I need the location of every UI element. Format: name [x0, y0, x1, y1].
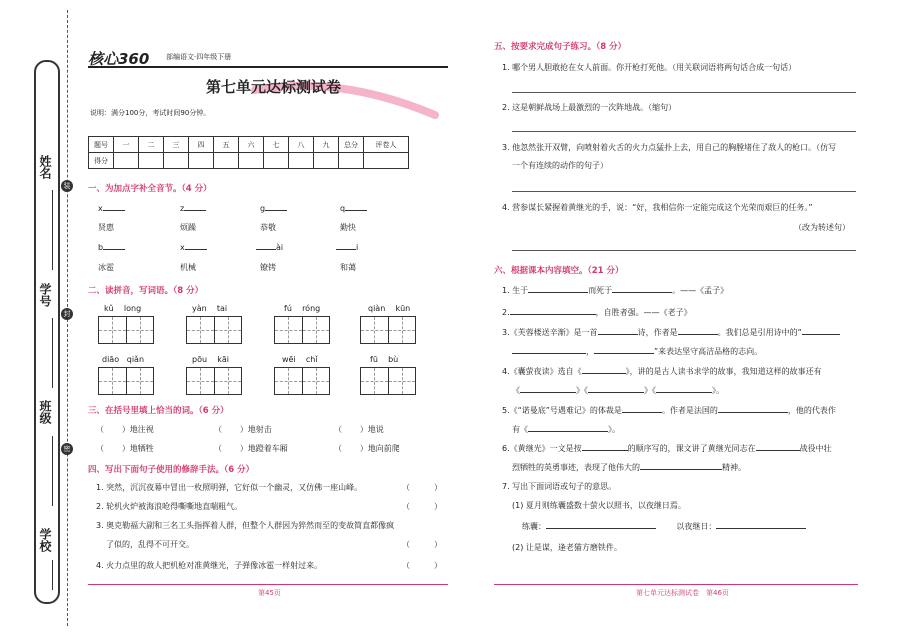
exam-note: 说明：满分100分，考试时间90分钟。: [90, 109, 211, 117]
pinyin-final: ài: [276, 243, 284, 252]
answer-line[interactable]: [512, 250, 856, 251]
class-field[interactable]: [52, 436, 53, 506]
sentence: 了似的，乱得不可开交。: [106, 540, 194, 549]
blank[interactable]: [546, 528, 656, 529]
header-underline: [88, 66, 448, 68]
fill-item[interactable]: （ ）地蹬着车厢: [214, 444, 288, 453]
pinyin-blank[interactable]: [98, 204, 125, 213]
pinyin-initial: x: [180, 243, 185, 252]
score-table-header-row: [89, 137, 409, 153]
score-input[interactable]: [364, 153, 409, 169]
pinyin-initial: z: [180, 204, 185, 213]
score-input[interactable]: [139, 153, 164, 169]
binding-mark-2: 封: [61, 308, 73, 320]
fill-line: 2. ，自胜者强。——《老子》: [502, 308, 692, 317]
score-cell: 得分: [89, 153, 114, 169]
logo: 核心360: [88, 50, 150, 68]
score-table: [88, 136, 409, 169]
answer-line[interactable]: [512, 131, 856, 132]
score-cell: 三: [164, 137, 189, 153]
score-input[interactable]: [164, 153, 189, 169]
fill-line: 练囊： 以夜继日：: [522, 521, 806, 532]
pinyin-label: kǔ long: [104, 304, 142, 313]
blank[interactable]: [656, 392, 712, 393]
sentence: 1. 突然，沉沉夜幕中冒出一枚照明弹，它好似一个幽灵，又仿佛一座山峰。: [96, 483, 363, 492]
blank[interactable]: [678, 334, 718, 335]
blank[interactable]: [510, 314, 596, 315]
sentence: 1. 哪个男人胆敢抢在女人前面。你开枪打死他。（用关联词语将两句话合成一句话）: [502, 63, 797, 72]
score-cell: 四: [189, 137, 214, 153]
binding-mark-1: 装: [61, 180, 73, 192]
score-input[interactable]: [264, 153, 289, 169]
score-cell: 二: [139, 137, 164, 153]
blank[interactable]: [582, 373, 626, 374]
section-1-title: 一、为加点字补全音节。（4 分）: [88, 184, 212, 194]
student-id-label: 学号: [38, 283, 52, 307]
instruction: （改为转述句）: [794, 223, 850, 232]
score-table-score-row: [89, 153, 409, 169]
blank[interactable]: [582, 450, 628, 451]
sentence: 2. 这是朝鲜战场上最激烈的一次阵地战。（缩句）: [502, 103, 677, 112]
class-label: 班级: [38, 400, 52, 424]
score-input[interactable]: [289, 153, 314, 169]
word: 镣铐: [260, 263, 276, 272]
page-number-right: 第七单元达标测试卷 第46页: [636, 589, 729, 597]
pinyin-initial: q: [340, 204, 346, 213]
fill-line: 5.《“诺曼底”号遇难记》的体裁是 。作者是法国的 ，他的代表作: [502, 406, 836, 415]
fill-line: 有《 》。: [512, 425, 620, 434]
blank[interactable]: [528, 292, 588, 293]
student-id-field[interactable]: [52, 318, 53, 388]
fill-item[interactable]: （ ）地说: [334, 425, 384, 434]
score-input[interactable]: [114, 153, 139, 169]
fill-item[interactable]: （ ）地牺牲: [96, 444, 154, 453]
answer-line[interactable]: [512, 191, 856, 192]
pinyin-blank[interactable]: [260, 204, 287, 213]
binding-frame: [34, 60, 60, 604]
footer-rule-right: [494, 584, 858, 585]
pinyin-initial: x: [98, 204, 103, 213]
fill-line: 6.《黄继光》一文是按 的顺序写的，课文讲了黄继光同志在 战役中壮: [502, 444, 832, 453]
name-label: 姓名: [38, 155, 52, 179]
blank[interactable]: [512, 353, 586, 354]
page-title: 第七单元达标测试卷: [206, 78, 342, 96]
score-cell: 八: [289, 137, 314, 153]
word: 机械: [180, 263, 196, 272]
word: 和蔼: [340, 263, 356, 272]
sentence: 3. 奥克勒福大副和三名工头指挥着人群，但整个人群因为猝然而至的变故简直都像疯: [96, 521, 395, 530]
pinyin-initial: g: [260, 204, 266, 213]
pinyin-initial: b: [98, 243, 104, 252]
blank[interactable]: [588, 392, 644, 393]
score-input[interactable]: [189, 153, 214, 169]
pinyin-blank[interactable]: [180, 204, 206, 213]
section-3-title: 三、在括号里填上恰当的词。（6 分）: [88, 406, 229, 416]
score-cell: 评卷人: [364, 137, 409, 153]
fill-item[interactable]: （ ）地射击: [214, 425, 272, 434]
pinyin-label: fú róng: [284, 304, 321, 313]
pinyin-blank[interactable]: [340, 204, 367, 213]
blank[interactable]: [802, 334, 840, 335]
score-input[interactable]: [314, 153, 339, 169]
sentence: 一个有连续的动作的句子）: [512, 161, 608, 170]
answer-paren[interactable]: （ ）: [402, 561, 442, 570]
fill-item[interactable]: （ ）地注视: [96, 425, 154, 434]
score-cell: 题号: [89, 137, 114, 153]
fill-line: 3.《芙蓉楼送辛渐》是一首 诗，作者是 。我们总是引用诗中的“: [502, 327, 840, 338]
blank[interactable]: [622, 412, 662, 413]
section-6-title: 六、根据课本内容填空。（21 分）: [494, 266, 624, 276]
answer-paren[interactable]: （ ）: [402, 540, 442, 549]
section-2-title: 二、读拼音，写词语。（8 分）: [88, 286, 204, 296]
fill-line: 7. 写出下面词语或句子的意思。: [502, 482, 617, 491]
pinyin-blank[interactable]: [180, 243, 207, 252]
section-5-title: 五、按要求完成句子练习。（8 分）: [494, 42, 627, 52]
school-label: 学校: [38, 528, 52, 552]
writing-grid[interactable]: [186, 316, 242, 344]
writing-grid[interactable]: [360, 367, 416, 395]
pinyin-label: fū bù: [370, 355, 399, 364]
pinyin-blank[interactable]: [98, 243, 125, 252]
fill-line: 《 》《 》《 》。: [512, 386, 724, 395]
answer-paren[interactable]: （ ）: [402, 502, 442, 511]
section-4-title: 四、写出下面句子使用的修辞手法。（6 分）: [88, 465, 255, 475]
score-cell: 五: [214, 137, 239, 153]
pinyin-label: pōu kāi: [192, 355, 229, 364]
fill-line: 4.《囊萤夜读》选自《 》，讲的是古人读书求学的故事，我知道这样的故事还有: [502, 367, 822, 376]
name-field[interactable]: [52, 190, 53, 270]
binding-mark-3: 密: [61, 443, 73, 455]
blank[interactable]: [594, 353, 654, 354]
blank[interactable]: [528, 431, 608, 432]
pinyin-final: i: [356, 243, 359, 252]
score-cell: 一: [114, 137, 139, 153]
fill-line: (2) 让是谋，逢老猫方磨铁件。: [512, 543, 622, 552]
word: 贤惠: [98, 223, 114, 232]
sentence: 4. 营参谋长紧握着黄继光的手，说：“好，我相信你一定能完成这个光荣而艰巨的任务。”: [502, 203, 813, 212]
blank[interactable]: [716, 528, 806, 529]
word: 烦躁: [180, 223, 196, 232]
score-cell: 六: [239, 137, 264, 153]
score-cell: 九: [314, 137, 339, 153]
pinyin-label: wēi chǐ: [282, 355, 318, 364]
sentence: 3. 他忽然张开双臂，向喷射着火舌的火力点猛扑上去，用自己的胸膛堵住了敌人的枪口。（仿写: [502, 143, 837, 152]
score-cell: 总分: [339, 137, 364, 153]
fill-line: ， ”来表达坚守高洁品格的志向。: [512, 346, 762, 357]
blank[interactable]: [640, 469, 722, 470]
footer-rule-left: [88, 584, 448, 585]
writing-grid[interactable]: [98, 316, 154, 344]
fill-item[interactable]: （ ）地向前爬: [334, 444, 400, 453]
pinyin-label: qiàn kūn: [368, 304, 411, 313]
pinyin-label: diāo qiǎn: [102, 355, 145, 364]
pinyin-label: yàn tai: [192, 304, 228, 313]
answer-line[interactable]: [512, 92, 856, 93]
page-number-left: 第45页: [258, 589, 281, 597]
answer-paren[interactable]: （ ）: [402, 483, 442, 492]
school-field[interactable]: [52, 560, 53, 590]
word: 冰雹: [98, 263, 114, 272]
fill-line: 1. 生于 而死于 。——《孟子》: [502, 286, 729, 295]
fill-line: 烈牺牲的英勇事迹，表现了他伟大的 精神。: [512, 463, 746, 472]
fill-line: (1) 夏月则练囊盛数十萤火以照书，以夜继日焉。: [512, 501, 686, 510]
writing-grid[interactable]: [360, 316, 416, 344]
blank[interactable]: [718, 412, 788, 413]
score-input[interactable]: [339, 153, 364, 169]
word: 恭敬: [260, 223, 276, 232]
pinyin-blank[interactable]: [336, 243, 358, 252]
writing-grid[interactable]: [274, 316, 330, 344]
blank[interactable]: [520, 392, 576, 393]
word: 勤快: [340, 223, 356, 232]
blank[interactable]: [598, 334, 638, 335]
score-input[interactable]: [239, 153, 264, 169]
writing-grid[interactable]: [98, 367, 154, 395]
blank[interactable]: [756, 450, 800, 451]
blank[interactable]: [612, 292, 672, 293]
sentence: 2. 轮机火炉被海浪呛得嘶嘶地直喘粗气。: [96, 502, 243, 511]
pinyin-blank[interactable]: [256, 243, 283, 252]
writing-grid[interactable]: [274, 367, 330, 395]
score-cell: 七: [264, 137, 289, 153]
edition-label: 部编语文·四年级下册: [166, 53, 232, 61]
sentence: 4. 火力点里的敌人把机枪对准黄继光，子弹像冰雹一样射过来。: [96, 561, 323, 570]
writing-grid[interactable]: [186, 367, 242, 395]
score-input[interactable]: [214, 153, 239, 169]
